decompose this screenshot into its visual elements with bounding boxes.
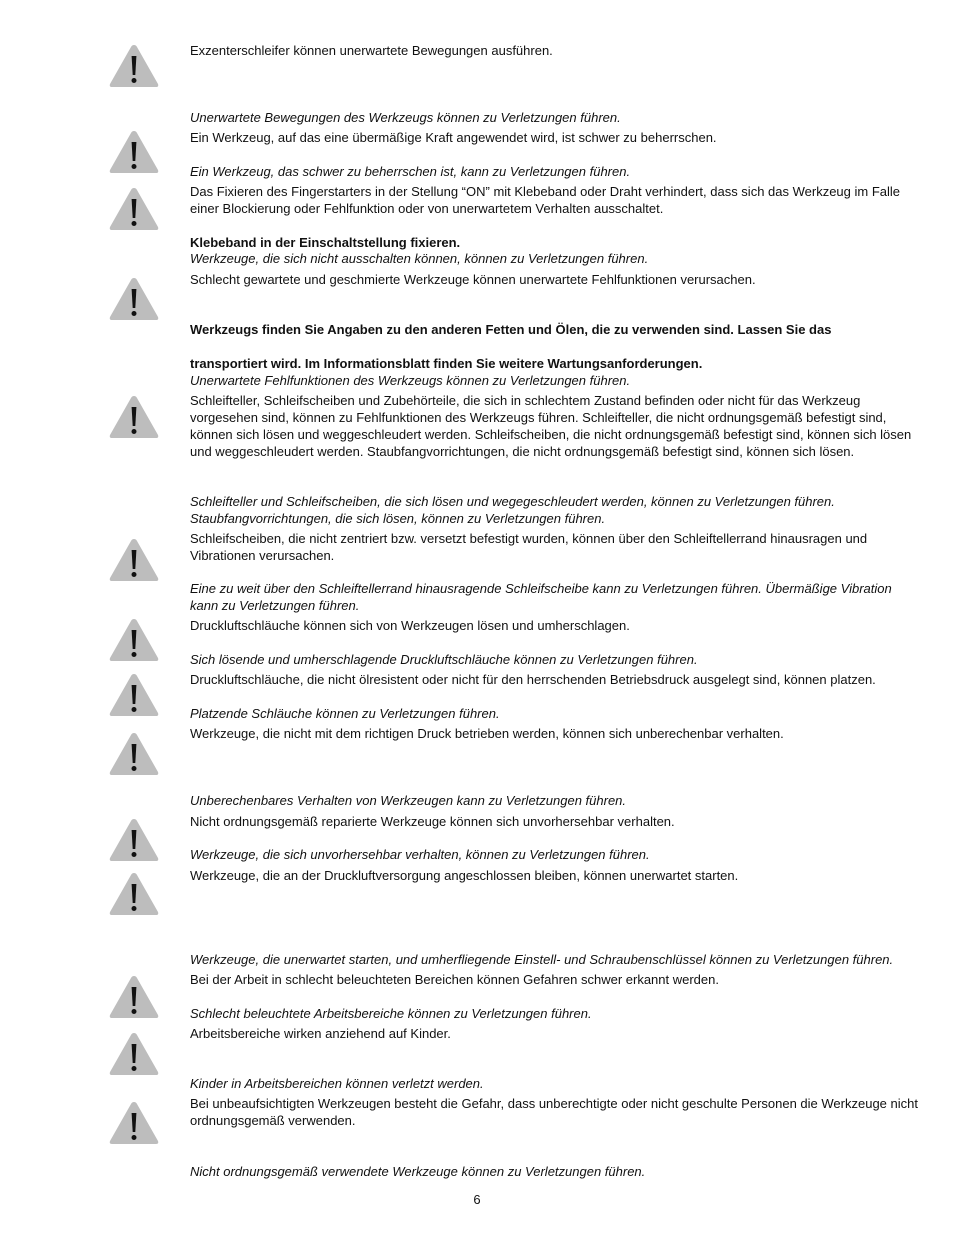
hazard-text: Schleifscheiben, die nicht zentriert bzw. versetzt befestigt wurden, können über den Schleiftellerrand hinausragen und Vibrationen verursachen. bbox=[190, 531, 868, 563]
consequence-text: Unerwartete Fehlfunktionen des Werkzeugs können zu Verletzungen führen. bbox=[190, 373, 631, 388]
consequence-text: Sich lösende und umherschlagende Druckluftschläuche können zu Verletzungen führen. bbox=[190, 652, 698, 667]
hazard-text: Werkzeuge, die an der Druckluftversorgung angeschlossen bleiben, können unerwartet starten. bbox=[190, 868, 739, 883]
warning-triangle-icon bbox=[108, 129, 160, 175]
warning-triangle-icon bbox=[108, 186, 160, 232]
hazard-text: Werkzeuge, die nicht mit dem richtigen Druck betrieben werden, können sich unberechenbar verhalten. bbox=[190, 726, 784, 741]
consequence-text: Unberechenbares Verhalten von Werkzeugen kann zu Verletzungen führen. bbox=[190, 793, 627, 808]
instruction-text: transportiert wird. Im Informationsblatt finden Sie weitere Wartungsanforderungen. bbox=[190, 356, 703, 371]
hazard-text: Arbeitsbereiche wirken anziehend auf Kinder. bbox=[190, 1026, 451, 1041]
warning-triangle-icon bbox=[108, 871, 160, 917]
hazard-text: Bei unbeaufsichtigten Werkzeugen besteht die Gefahr, dass unberechtigte oder nicht geschulte Personen die Werkzeuge nicht ordnungsgemäß verwenden. bbox=[190, 1096, 918, 1128]
page-number: 6 bbox=[473, 1192, 481, 1207]
warning-triangle-icon bbox=[108, 43, 160, 89]
consequence-text: Werkzeuge, die unerwartet starten, und umherfliegende Einstell- und Schraubenschlüssel können zu Verletzungen führen. bbox=[190, 952, 894, 967]
hazard-text: Bei der Arbeit in schlecht beleuchteten Bereichen können Gefahren schwer erkannt werden. bbox=[190, 972, 719, 987]
warning-triangle-icon bbox=[108, 731, 160, 777]
warning-triangle-icon bbox=[108, 974, 160, 1020]
hazard-text: Schleifteller, Schleifscheiben und Zubehörteile, die sich in schlechtem Zustand befinden oder nicht für das Werkzeug vorgesehen sind, können zu Fehlfunktionen des Werkzeugs führen. Schleifteller, die nicht ordnungsgemäß befestigt sind, können sich lösen und weggeschleudert werden. Schleifscheiben, die nicht ordnungsgemäß befestigt sind, können sich lösen und weggeschleudert werden. Staubfangvorrichtungen, die nicht ordnungsgemäß befestigt sind, können sich lösen. bbox=[190, 393, 912, 459]
hazard-text: Nicht ordnungsgemäß reparierte Werkzeuge können sich unvorhersehbar verhalten. bbox=[190, 814, 675, 829]
hazard-text: Druckluftschläuche können sich von Werkzeugen lösen und umherschlagen. bbox=[190, 618, 630, 633]
consequence-text: Eine zu weit über den Schleiftellerrand hinausragende Schleifscheibe kann zu Verletzungen führen. Übermäßige Vibration kann zu Verletzungen führen. bbox=[190, 581, 892, 613]
warning-triangle-icon bbox=[108, 672, 160, 718]
consequence-text: Staubfangvorrichtungen, die sich lösen, können zu Verletzungen führen. bbox=[190, 511, 606, 526]
consequence-text: Schleifteller und Schleifscheiben, die sich lösen und wegegeschleudert werden, können zu Verletzungen führen. bbox=[190, 494, 835, 509]
consequence-text: Werkzeuge, die sich unvorhersehbar verhalten, können zu Verletzungen führen. bbox=[190, 847, 650, 862]
warning-triangle-icon bbox=[108, 394, 160, 440]
warning-triangle-icon bbox=[108, 537, 160, 583]
warning-triangle-icon bbox=[108, 1031, 160, 1077]
instruction-text: Klebeband in der Einschaltstellung fixieren. bbox=[190, 235, 461, 250]
consequence-text: Ein Werkzeug, das schwer zu beherrschen ist, kann zu Verletzungen führen. bbox=[190, 164, 631, 179]
hazard-text: Druckluftschläuche, die nicht ölresistent oder nicht für den herrschenden Betriebsdruck ausgelegt sind, können platzen. bbox=[190, 672, 876, 687]
consequence-text: Nicht ordnungsgemäß verwendete Werkzeuge können zu Verletzungen führen. bbox=[190, 1164, 646, 1179]
consequence-text: Platzende Schläuche können zu Verletzungen führen. bbox=[190, 706, 500, 721]
hazard-text: Exzenterschleifer können unerwartete Bewegungen ausführen. bbox=[190, 43, 553, 58]
hazard-text: Ein Werkzeug, auf das eine übermäßige Kraft angewendet wird, ist schwer zu beherrschen. bbox=[190, 130, 717, 145]
warning-triangle-icon bbox=[108, 276, 160, 322]
consequence-text: Werkzeuge, die sich nicht ausschalten können, können zu Verletzungen führen. bbox=[190, 251, 649, 266]
warning-triangle-icon bbox=[108, 617, 160, 663]
hazard-text: Schlecht gewartete und geschmierte Werkzeuge können unerwartete Fehlfunktionen verursachen. bbox=[190, 272, 756, 287]
consequence-text: Unerwartete Bewegungen des Werkzeugs können zu Verletzungen führen. bbox=[190, 110, 621, 125]
consequence-text: Schlecht beleuchtete Arbeitsbereiche können zu Verletzungen führen. bbox=[190, 1006, 592, 1021]
hazard-text: Das Fixieren des Fingerstarters in der Stellung “ON” mit Klebeband oder Draht verhindert, dass sich das Werkzeug im Falle einer Blockierung oder Fehlfunktion oder von unerwartetem Verhalten ausschaltet. bbox=[190, 184, 901, 216]
consequence-text: Kinder in Arbeitsbereichen können verletzt werden. bbox=[190, 1076, 484, 1091]
instruction-text: Werkzeugs finden Sie Angaben zu den anderen Fetten und Ölen, die zu verwenden sind. Lassen Sie das bbox=[190, 322, 832, 337]
warning-triangle-icon bbox=[108, 1100, 160, 1146]
warning-triangle-icon bbox=[108, 817, 160, 863]
